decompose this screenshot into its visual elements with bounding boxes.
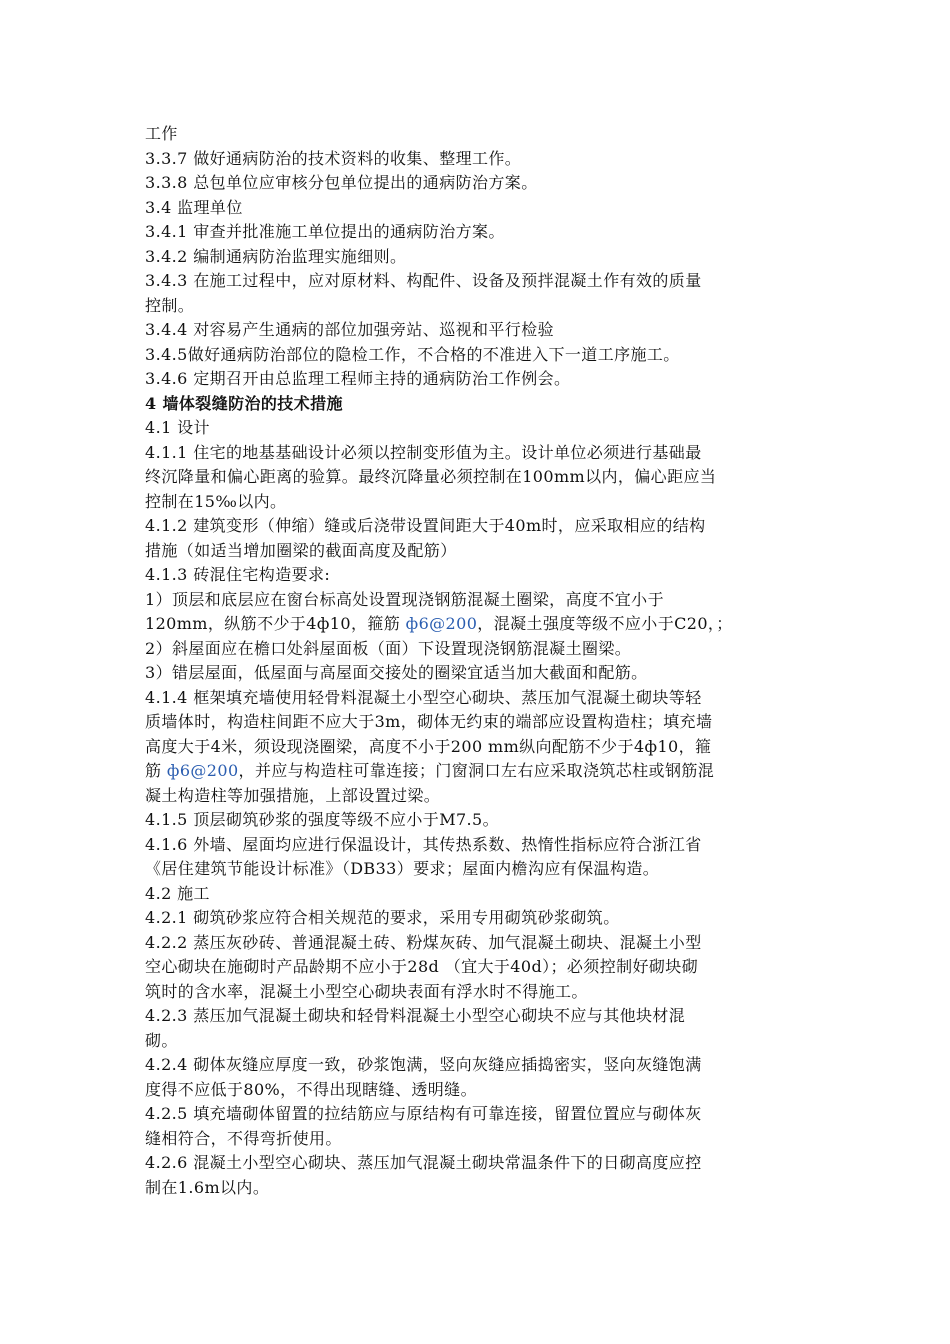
text-line: 4.1.2 建筑变形（伸缩）缝或后浇带设置间距大于40m时，应采取相应的结构 bbox=[145, 516, 706, 535]
text-line: 凝土构造柱等加强措施，上部设置过梁。 bbox=[145, 785, 441, 805]
text-line: 筑时的含水率，混凝土小型空心砌块表面有浮水时不得施工。 bbox=[145, 981, 588, 1001]
text-line: 度得不应低于80%，不得出现瞎缝、透明缝。 bbox=[145, 1079, 477, 1099]
text-line: 3.4.5做好通病防治部位的隐检工作，不合格的不准进入下一道工序施工。 bbox=[145, 344, 680, 364]
text-line: 4.1.4 框架填充墙使用轻骨料混凝土小型空心砌块、蒸压加气混凝土砌块等轻 bbox=[145, 687, 702, 707]
text-segment: 120mm，纵筋不少于4ф10，箍筋 bbox=[145, 614, 406, 633]
text-line: 3.4.2 编制通病防治监理实施细则。 bbox=[145, 246, 407, 266]
text-line: 4.1.3 砖混住宅构造要求: bbox=[145, 565, 331, 584]
text-line: 《居住建筑节能设计标准》（DB33）要求；屋面内檐沟应有保温构造。 bbox=[145, 859, 660, 878]
text-segment: ，混凝土强度等级不应小于C20，； bbox=[477, 614, 733, 633]
text-line: 2）斜屋面应在檐口处斜屋面板（面）下设置现浇钢筋混凝土圈梁。 bbox=[145, 638, 632, 658]
document-body bbox=[145, 122, 810, 1200]
text-line: 4.2.3 蒸压加气混凝土砌块和轻骨料混凝土小型空心砌块不应与其他块材混 bbox=[145, 1006, 686, 1025]
text-line: 制在1.6m以内。 bbox=[145, 1177, 270, 1197]
text-line: 质墙体时，构造柱间距不应大于3m，砌体无约束的端部应设置构造柱；填充墙 bbox=[145, 712, 713, 731]
text-line bbox=[145, 759, 810, 784]
text-line: 措施（如适当增加圈梁的截面高度及配筋） bbox=[145, 540, 457, 560]
text-line: 4.1.6 外墙、屋面均应进行保温设计，其传热系数、热惰性指标应符合浙江省 bbox=[145, 834, 702, 854]
text-line: 控制。 bbox=[145, 295, 195, 315]
text-line: 4.2.6 混凝土小型空心砌块、蒸压加气混凝土砌块常温条件下的日砌高度应控 bbox=[145, 1153, 702, 1172]
text-line: 空心砌块在施砌时产品龄期不应小于28d （宜大于40d）；必须控制好砌块砌 bbox=[145, 957, 699, 976]
text-line: 4.1.5 顶层砌筑砂浆的强度等级不应小于M7.5。 bbox=[145, 810, 500, 829]
text-line: 4.2 施工 bbox=[145, 883, 210, 903]
text-line: 砌。 bbox=[145, 1030, 178, 1050]
text-line: 1）顶层和底层应在窗台标高处设置现浇钢筋混凝土圈梁，高度不宜小于 bbox=[145, 589, 664, 609]
text-line: 3）错层屋面，低屋面与高屋面交接处的圈梁宜适当加大截面和配筋。 bbox=[145, 663, 648, 682]
section-heading: 4 墙体裂缝防治的技术措施 bbox=[145, 393, 343, 413]
rebar-spec-highlight: ф6@200 bbox=[405, 614, 478, 633]
text-line: 3.4.4 对容易产生通病的部位加强旁站、巡视和平行检验 bbox=[145, 320, 554, 339]
text-line: 3.4 监理单位 bbox=[145, 197, 243, 217]
text-segment: 筋 bbox=[145, 761, 167, 780]
text-line bbox=[145, 612, 810, 637]
text-line: 缝相符合，不得弯折使用。 bbox=[145, 1128, 342, 1148]
text-line: 工作 bbox=[145, 124, 178, 143]
text-line: 终沉降量和偏心距离的验算。最终沉降量必须控制在100mm以内，偏心距应当 bbox=[145, 467, 717, 486]
text-line: 3.3.8 总包单位应审核分包单位提出的通病防治方案。 bbox=[145, 173, 538, 192]
text-line: 3.3.7 做好通病防治的技术资料的收集、整理工作。 bbox=[145, 148, 522, 168]
text-line: 4.2.1 砌筑砂浆应符合相关规范的要求，采用专用砌筑砂浆砌筑。 bbox=[145, 908, 620, 927]
text-line: 4.2.2 蒸压灰砂砖、普通混凝土砖、粉煤灰砖、加气混凝土砌块、混凝土小型 bbox=[145, 932, 702, 952]
text-line: 3.4.3 在施工过程中，应对原材料、构配件、设备及预拌混凝土作有效的质量 bbox=[145, 271, 702, 290]
text-line: 高度大于4米，须设现浇圈梁，高度不小于200 mm纵向配筋不少于4ф10，箍 bbox=[145, 736, 712, 756]
text-line: 3.4.1 审查并批准施工单位提出的通病防治方案。 bbox=[145, 222, 505, 241]
text-line: 3.4.6 定期召开由总监理工程师主持的通病防治工作例会。 bbox=[145, 369, 571, 388]
text-line: 4.1.1 住宅的地基基础设计必须以控制变形值为主。设计单位必须进行基础最 bbox=[145, 442, 702, 462]
text-line: 4.2.4 砌体灰缝应厚度一致，砂浆饱满，竖向灰缝应插捣密实，竖向灰缝饱满 bbox=[145, 1055, 702, 1074]
text-segment: ，并应与构造柱可靠连接；门窗洞口左右应采取浇筑芯柱或钢筋混 bbox=[238, 761, 715, 780]
text-line: 控制在15‰以内。 bbox=[145, 491, 287, 511]
rebar-spec-highlight: ф6@200 bbox=[166, 761, 239, 780]
text-line: 4.2.5 填充墙砌体留置的拉结筋应与原结构有可靠连接，留置位置应与砌体灰 bbox=[145, 1104, 702, 1123]
text-line: 4.1 设计 bbox=[145, 418, 210, 437]
